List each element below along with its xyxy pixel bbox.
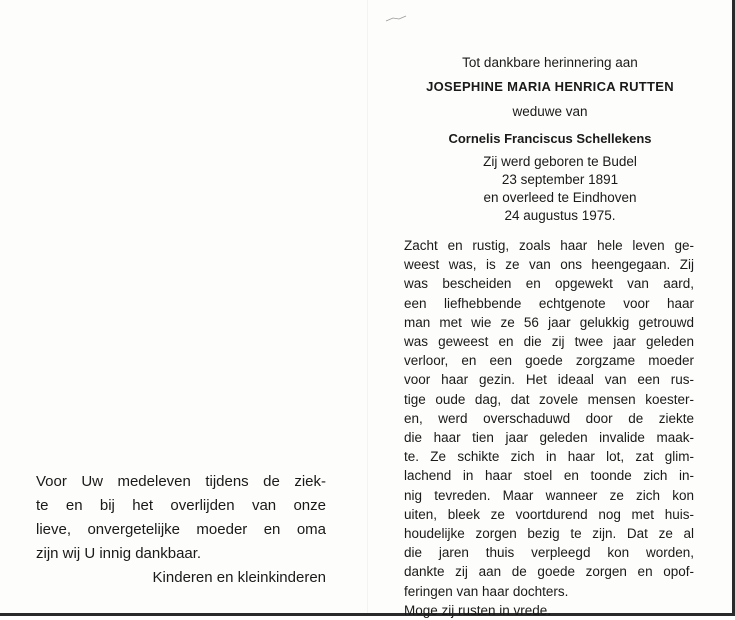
birth-date-line: 23 september 1891 bbox=[501, 172, 619, 187]
birth-place-line: Zij werd geboren te Budel bbox=[483, 154, 637, 169]
text-line: die haar tien jaar geleden invalide maak- bbox=[404, 430, 694, 446]
spouse-name: Cornelis Franciscus Schellekens bbox=[448, 131, 652, 146]
text-line: lachend in haar stoel en toonde zich in- bbox=[404, 468, 694, 484]
text-line: een liefhebbende echtgenote voor haar bbox=[404, 295, 694, 311]
thanks-line: zijn wij U innig dankbaar. bbox=[36, 545, 202, 562]
text-line: die jaren thuis verpleegd kon worden, bbox=[404, 545, 694, 561]
relation-text: weduwe van bbox=[512, 104, 588, 119]
thanks-line: lieve, onvergetelijke moeder en oma bbox=[36, 521, 326, 538]
text-line: voor haar gezin. Het ideaal van een rus- bbox=[404, 372, 694, 388]
text-line: uiten, bleek ze voortdurend nog met huis- bbox=[404, 506, 694, 522]
text-line: houdelijke zorgen bezig te zijn. Dat ze al bbox=[404, 526, 694, 542]
text-line: weest was, is ze van ons heengegaan. Zij bbox=[404, 257, 694, 273]
text-line: te. Ze schikte zich in haar lot, zat glim- bbox=[404, 449, 694, 465]
text-line: Zacht en rustig, zoals haar hele leven ge- bbox=[404, 238, 694, 253]
text-line: verloor, en een goede zorgzame moeder bbox=[404, 353, 694, 369]
thanks-line: te en bij het overlijden van onze bbox=[36, 497, 326, 514]
memorial-text bbox=[404, 236, 694, 620]
text-line: man met wie ze 56 jaar gelukkig getrouwd bbox=[404, 314, 694, 330]
life-dates bbox=[440, 153, 680, 225]
ink-speck bbox=[385, 15, 407, 23]
text-line: was geweest en die zij twee jaar geleden bbox=[404, 334, 694, 350]
text-line: feringen van haar dochters. bbox=[404, 583, 569, 599]
thanks-line: Voor Uw medeleven tijdens de ziek- bbox=[36, 473, 326, 490]
thanks-message bbox=[36, 470, 326, 566]
intro-text: Tot dankbare herinnering aan bbox=[462, 55, 638, 70]
family-signoff: Kinderen en kleinkinderen bbox=[152, 569, 326, 586]
closing-prayer: Moge zij rusten in vrede. bbox=[404, 602, 552, 618]
text-line: en, werd overschaduwd door de ziekte bbox=[404, 410, 694, 426]
text-line: was bescheiden en opgewekt van aard, bbox=[404, 276, 694, 292]
death-date-line: 24 augustus 1975. bbox=[504, 208, 616, 223]
death-place-line: en overleed te Eindhoven bbox=[483, 190, 637, 205]
memorial-header bbox=[400, 52, 700, 155]
text-line: tige oude dag, dat zovele mensen koester- bbox=[404, 391, 694, 407]
deceased-name: JOSEPHINE MARIA HENRICA RUTTEN bbox=[426, 79, 674, 94]
text-line: nig tevreden. Maar wanneer ze zich kon bbox=[404, 487, 694, 503]
card-fold bbox=[367, 0, 368, 616]
text-line: dankte zij aan de goede zorgen en opof- bbox=[404, 564, 694, 580]
